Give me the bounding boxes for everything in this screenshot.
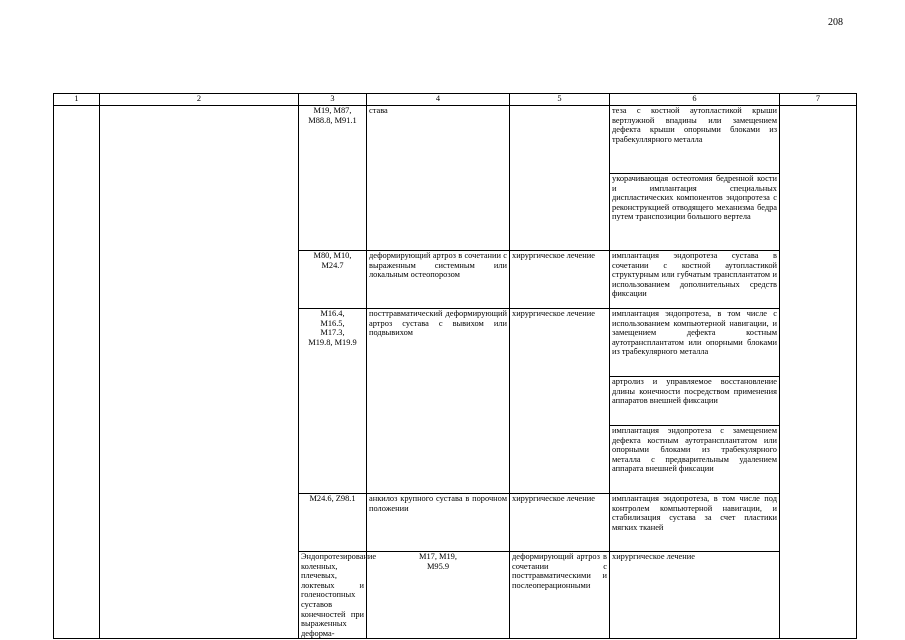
column-header: 2 xyxy=(100,94,299,106)
codes-cell: M80, M10, M24.7 xyxy=(299,251,367,309)
method-cell: укорачивающая остеотомия бедренной кости и имплантация специальных диспластических компонентов эндопротеза с реконструкцией отводящего механизма бедра путем транспозиции большого вертела xyxy=(610,174,780,251)
index-cell xyxy=(54,106,100,639)
name-cell: Эндопротезирование коленных, плечевых, локтевых и голеностопных суставов конечностей при выраженных деформа- xyxy=(299,552,367,639)
method-cell: имплантация эндопротеза сустава в сочетании с костной аутопластикой структурным или губчатым трансплантатом и использованием дополнительных средств фиксации xyxy=(610,251,780,309)
name-cell xyxy=(100,106,299,639)
column-header: 5 xyxy=(510,94,610,106)
treatment-cell xyxy=(510,106,610,251)
codes-cell: M16.4, M16.5, M17.3, M19.8, M19.9 xyxy=(299,309,367,494)
method-cell: имплантация эндопротеза с замещением дефекта костным аутотрансплантатом или опорными блоками из трабекулярного металла с предварительным удалением аппарата внешней фиксации xyxy=(610,426,780,494)
column-header: 3 xyxy=(299,94,367,106)
treatment-cell: хирургическое лечение xyxy=(610,552,780,639)
diagnosis-cell: деформирующий артроз в сочетании с выраженным системным или локальным остеопорозом xyxy=(367,251,510,309)
diagnosis-cell: става xyxy=(367,106,510,251)
table-header-row xyxy=(54,94,857,106)
page-number: 208 xyxy=(828,17,843,28)
diagnosis-cell: анкилоз крупного сустава в порочном положении xyxy=(367,494,510,552)
method-cell: имплантация эндопротеза, в том числе под контролем компьютерной навигации, и стабилизация сустава за счет пластики мягких тканей xyxy=(610,494,780,552)
diagnosis-cell: деформирующий артроз в сочетании с посттравматическими и послеоперационными xyxy=(510,552,610,639)
column-header: 4 xyxy=(367,94,510,106)
table-row xyxy=(54,106,857,174)
treatment-cell: хирургическое лечение xyxy=(510,309,610,494)
method-cell: имплантация эндопротеза, в том числе с использованием компьютерной навигации, и замещением дефекта костным аутотрансплантатом или опорными блоками из трабекулярного металла xyxy=(610,309,780,377)
column-header: 6 xyxy=(610,94,780,106)
column-header: 7 xyxy=(780,94,857,106)
codes-cell: M24.6, Z98.1 xyxy=(299,494,367,552)
method-cell: теза с костной аутопластикой крыши вертлужной впадины или замещением дефекта крыши опорными блоками из трабекуллярного металла xyxy=(610,106,780,174)
treatment-cell: хирургическое лечение xyxy=(510,251,610,309)
codes-cell: M19, M87, M88.8, M91.1 xyxy=(299,106,367,251)
method-cell: артролиз и управляемое восстановление длины конечности посредством применения аппаратов внешней фиксации xyxy=(610,377,780,426)
codes-cell: M17, M19, M95.9 xyxy=(367,552,510,639)
treatment-cell: хирургическое лечение xyxy=(510,494,610,552)
extra-cell xyxy=(780,106,857,639)
column-header: 1 xyxy=(54,94,100,106)
diagnosis-cell: посттравматический деформирующий артроз сустава с вывихом или подвывихом xyxy=(367,309,510,494)
procedures-table xyxy=(53,93,857,639)
